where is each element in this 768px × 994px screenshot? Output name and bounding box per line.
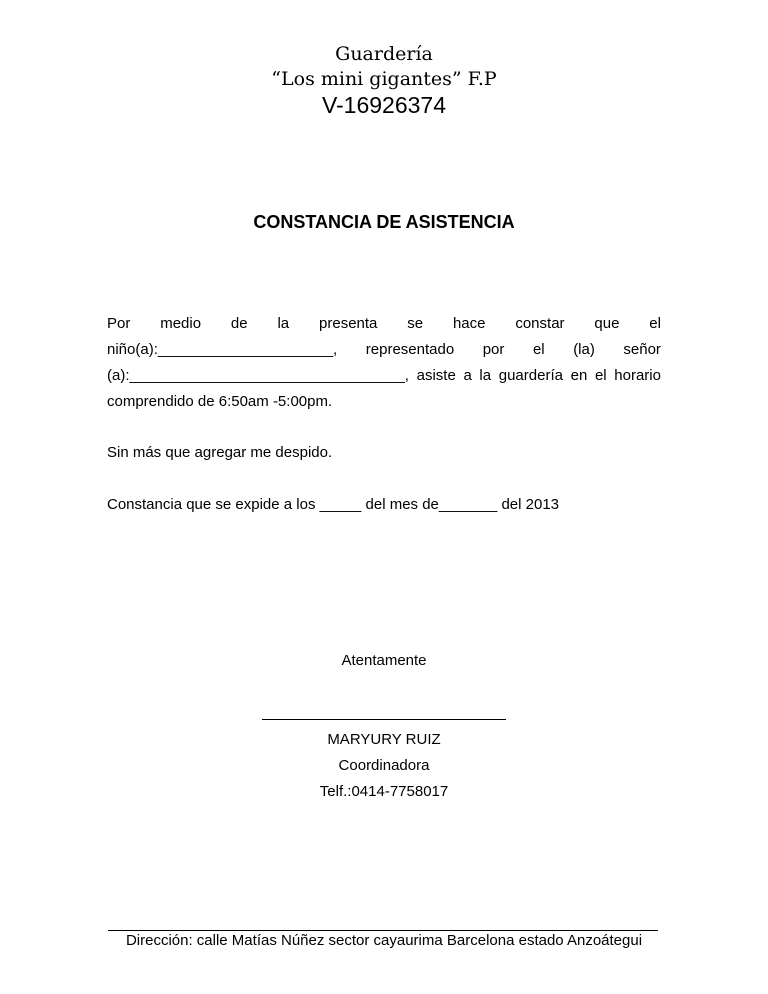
word: la xyxy=(479,367,492,384)
signer-phone: Telf.:0414-7758017 xyxy=(319,783,449,800)
word: el xyxy=(649,315,661,332)
word: presenta xyxy=(319,315,378,332)
word: horario xyxy=(614,367,661,384)
closing-salutation: Atentamente xyxy=(341,652,427,669)
word: guardería xyxy=(498,367,563,384)
child-name-blank: niño(a):_____________________, xyxy=(107,341,338,358)
paragraph-line-3 xyxy=(107,363,661,389)
word: de xyxy=(230,315,248,332)
word: el xyxy=(532,341,545,358)
paragraph-farewell: Sin más que agregar me despido. xyxy=(107,444,333,461)
word: señor xyxy=(623,341,661,358)
signature-line xyxy=(262,719,506,720)
word: el xyxy=(594,367,607,384)
word: que xyxy=(594,315,620,332)
footer-address: Dirección: calle Matías Núñez sector cayaurima Barcelona estado Anzoátegui xyxy=(125,932,643,949)
word: (la) xyxy=(573,341,595,358)
paragraph-attendance xyxy=(107,311,661,415)
word: la xyxy=(277,315,290,332)
word: Por xyxy=(107,315,131,332)
signer-name: MARYURY RUIZ xyxy=(327,731,441,748)
signer-role: Coordinadora xyxy=(338,757,430,774)
paragraph-line-4: comprendido de 6:50am -5:00pm. xyxy=(107,393,333,410)
word: a xyxy=(463,367,472,384)
word: se xyxy=(407,315,424,332)
word: por xyxy=(482,341,505,358)
paragraph-line-2 xyxy=(107,337,661,363)
document-title: CONSTANCIA DE ASISTENCIA xyxy=(253,212,515,232)
word: medio xyxy=(160,315,202,332)
representative-name-blank: (a):_________________________________, xyxy=(107,367,409,384)
word: asiste xyxy=(416,367,456,384)
word: constar xyxy=(515,315,565,332)
header-institution-type: Guardería xyxy=(335,43,433,65)
word: en xyxy=(570,367,588,384)
paragraph-issued-date: Constancia que se expide a los _____ del mes de_______ del 2013 xyxy=(107,496,560,513)
word: representado xyxy=(365,341,455,358)
header-rif-number: V-16926374 xyxy=(321,92,447,118)
word: hace xyxy=(452,315,486,332)
header-institution-name: “Los mini gigantes” F.P xyxy=(271,68,497,90)
paragraph-line-1 xyxy=(107,311,661,337)
